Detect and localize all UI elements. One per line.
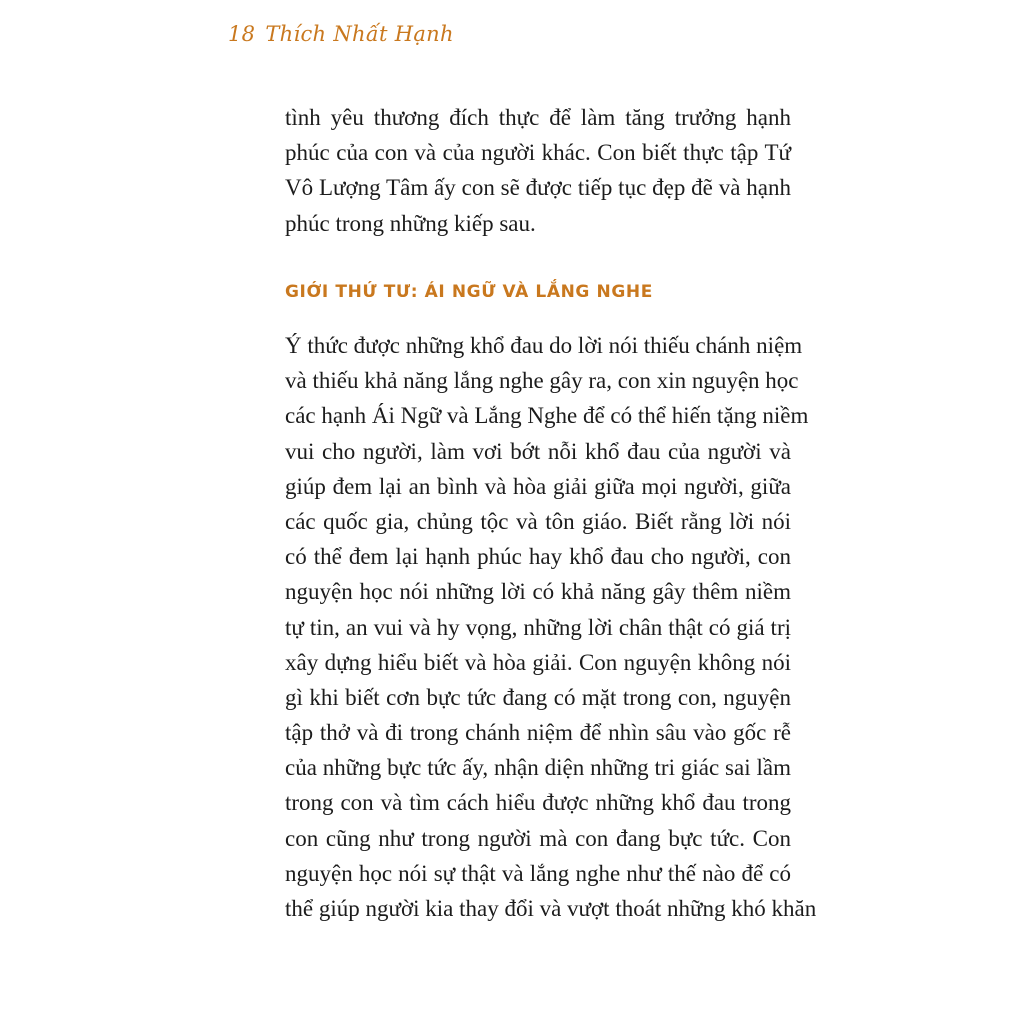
text-line: phúc trong những kiếp sau. bbox=[285, 210, 536, 236]
text-line: giúp đem lại an bình và hòa giải giữa mọi người, giữa bbox=[285, 473, 791, 499]
text-line: tập thở và đi trong chánh niệm để nhìn sâu vào gốc rễ bbox=[285, 720, 791, 746]
text-line: và thiếu khả năng lắng nghe gây ra, con xin nguyện học bbox=[285, 368, 799, 394]
paragraph-1 bbox=[285, 100, 791, 241]
text-line: nguyện học nói sự thật và lắng nghe như thế nào để có bbox=[285, 860, 791, 886]
text-line: con cũng như trong người mà con đang bực tức. Con bbox=[285, 825, 791, 851]
text-line: gì khi biết cơn bực tức đang có mặt trong con, nguyện bbox=[285, 684, 791, 710]
text-line: các quốc gia, chủng tộc và tôn giáo. Biết rằng lời nói bbox=[285, 508, 791, 534]
text-line: thể giúp người kia thay đổi và vượt thoát những khó khăn bbox=[285, 896, 817, 921]
paragraph-2 bbox=[285, 328, 817, 926]
text-line: Ý thức được những khổ đau do lời nói thiếu chánh niệm bbox=[285, 333, 803, 358]
author-name: Thích Nhất Hạnh bbox=[265, 22, 454, 46]
text-line: vui cho người, làm vơi bớt nỗi khổ đau của người và bbox=[285, 438, 791, 464]
text-line: tình yêu thương đích thực để làm tăng trưởng hạnh bbox=[285, 105, 791, 130]
text-line: có thể đem lại hạnh phúc hay khổ đau cho người, con bbox=[285, 544, 791, 570]
text-line: phúc của con và của người khác. Con biết thực tập Tứ bbox=[285, 140, 791, 166]
running-head bbox=[228, 22, 454, 46]
text-line: xây dựng hiểu biết và hòa giải. Con nguyện không nói bbox=[285, 649, 791, 675]
section-heading: GIỚI THỨ TƯ: ÁI NGỮ VÀ LẮNG NGHE bbox=[285, 282, 653, 302]
text-line: nguyện học nói những lời có khả năng gây thêm niềm bbox=[285, 579, 791, 605]
text-line: tự tin, an vui và hy vọng, những lời chân thật có giá trị bbox=[285, 614, 791, 640]
text-line: Vô Lượng Tâm ấy con sẽ được tiếp tục đẹp đẽ và hạnh bbox=[285, 175, 791, 201]
text-line: của những bực tức ấy, nhận diện những tri giác sai lầm bbox=[285, 755, 791, 781]
text-line: các hạnh Ái Ngữ và Lắng Nghe để có thể hiến tặng niềm bbox=[285, 403, 809, 429]
text-line: trong con và tìm cách hiểu được những khổ đau trong bbox=[285, 790, 791, 816]
page-number: 18 bbox=[228, 22, 256, 46]
